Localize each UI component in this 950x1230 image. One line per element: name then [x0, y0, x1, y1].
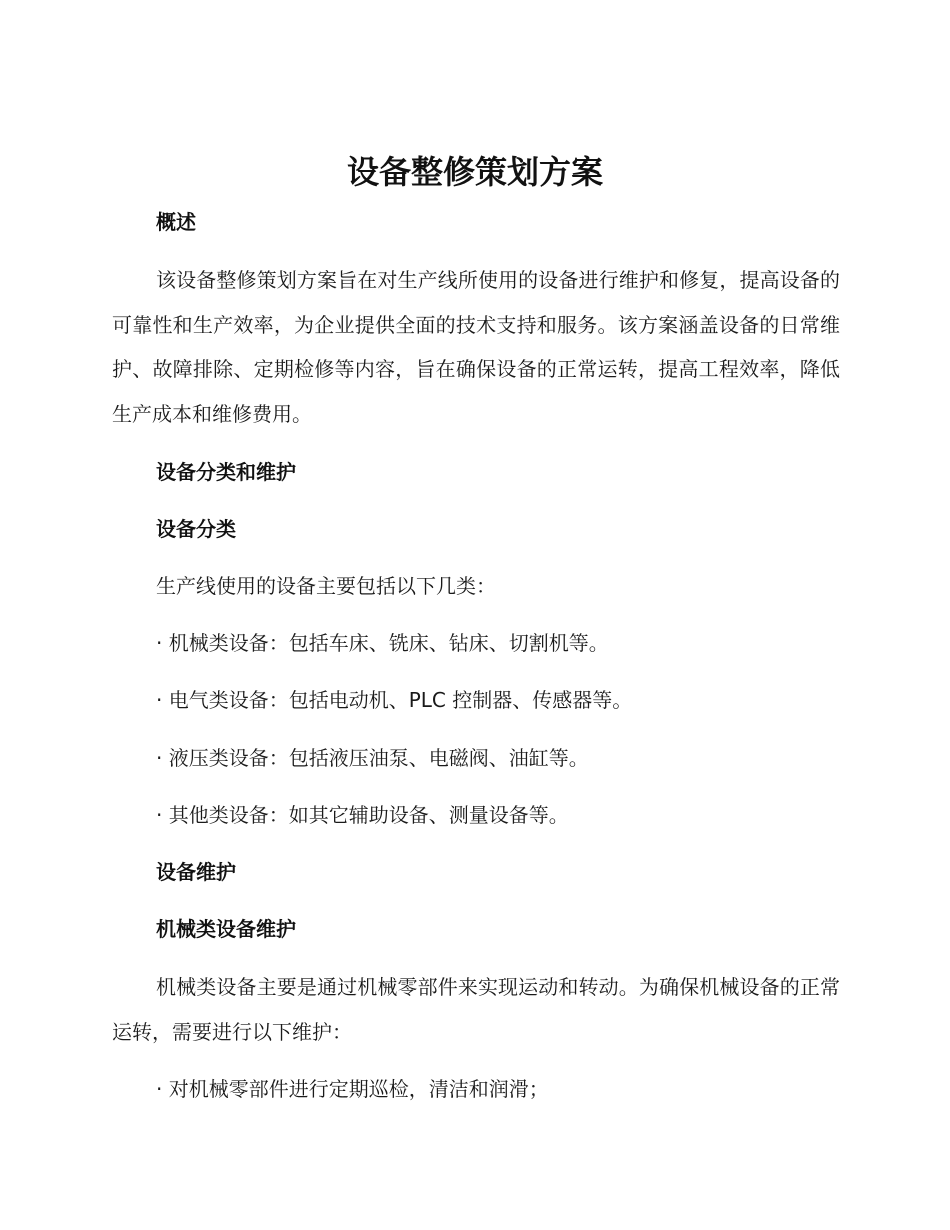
classification-intro: 生产线使用的设备主要包括以下几类：: [156, 574, 496, 598]
section-heading-overview: 概述: [156, 210, 196, 234]
subsection-heading-maintenance: 设备维护: [156, 860, 236, 884]
section-heading-classification-maintenance: 设备分类和维护: [156, 460, 296, 484]
list-item: · 机械类设备：包括车床、铣床、钻床、切割机等。: [156, 631, 609, 655]
list-item: · 其他类设备：如其它辅助设备、测量设备等。: [156, 803, 569, 827]
list-item: · 电气类设备：包括电动机、PLC 控制器、传感器等。: [156, 688, 633, 712]
mechanical-paragraph: 机械类设备主要是通过机械零部件来实现运动和转动。为确保机械设备的正常运转，需要进行以下维护：: [112, 975, 840, 1044]
document-title: 设备整修策划方案: [346, 153, 603, 191]
list-item: · 液压类设备：包括液压油泵、电磁阀、油缸等。: [156, 746, 589, 770]
subsection-heading-mechanical-maintenance: 机械类设备维护: [156, 917, 296, 941]
overview-paragraph: 该设备整修策划方案旨在对生产线所使用的设备进行维护和修复，提高设备的可靠性和生产效率，为企业提供全面的技术支持和服务。该方案涵盖设备的日常维护、故障排除、定期检修等内容，旨在确保设备的正常运转，提高工程效率，降低生产成本和维修费用。: [112, 268, 840, 427]
subsection-heading-classification: 设备分类: [156, 517, 236, 541]
list-item: · 对机械零部件进行定期巡检，清洁和润滑；: [156, 1077, 549, 1101]
